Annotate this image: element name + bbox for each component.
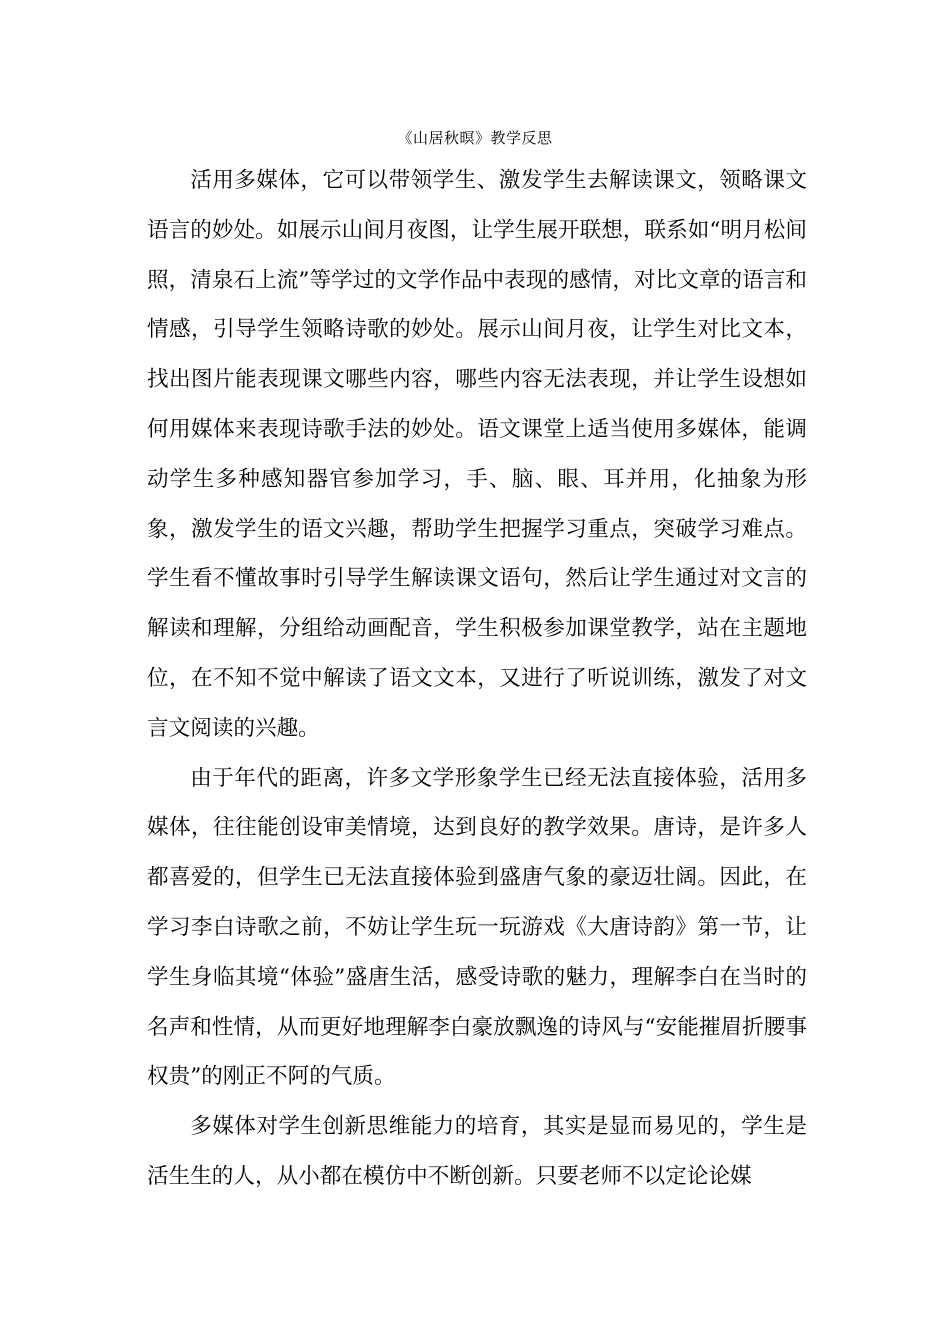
paragraph-1: 活用多媒体，它可以带领学生、激发学生去解读课文，领略课文语言的妙处。如展示山间月夜图，让学生展开联想，联系如“明月松间照，清泉石上流”等学过的文学作品中表现的感情，对比文章的语言和情感，引导学生领略诗歌的妙处。展示山间月夜，让学生对比文本，找出图片能表现课文哪些内容，哪些内容无法表现，并让学生设想如何用媒体来表现诗歌手法的妙处。语文课堂上适当使用多媒体，能调动学生多种感知器官参加学习，手、脑、眼、耳并用，化抽象为形象，激发学生的语文兴趣，帮助学生把握学习重点，突破学习难点。学生看不懂故事时引导学生解读课文语句，然后让学生通过对文言的解读和理解，分组给动画配音，学生积极参加课堂教学，站在主题地位，在不知不觉中解读了语文文本，又进行了听说训练，激发了对文言文阅读的兴趣。 — [147, 168, 807, 741]
paragraph-3: 多媒体对学生创新思维能力的培育，其实是显而易见的，学生是活生生的人，从小都在模仿中不断创新。只要老师不以定论论媒 — [147, 1114, 807, 1189]
document-title: 《山居秋暝》教学反思 — [397, 129, 553, 147]
paragraph-2: 由于年代的距离，许多文学形象学生已经无法直接体验，活用多媒体，往往能创设审美情境，达到良好的教学效果。唐诗，是许多人都喜爱的，但学生已无法直接体验到盛唐气象的豪迈壮阔。因此，在学习李白诗歌之前，不妨让学生玩一玩游戏《大唐诗韵》第一节，让学生身临其境“体验”盛唐生活，感受诗歌的魅力，理解李白在当时的名声和性情，从而更好地理解李白豪放飘逸的诗风与“安能摧眉折腰事权贵”的刚正不阿的气质。 — [147, 765, 807, 1090]
document-body — [147, 156, 807, 1202]
